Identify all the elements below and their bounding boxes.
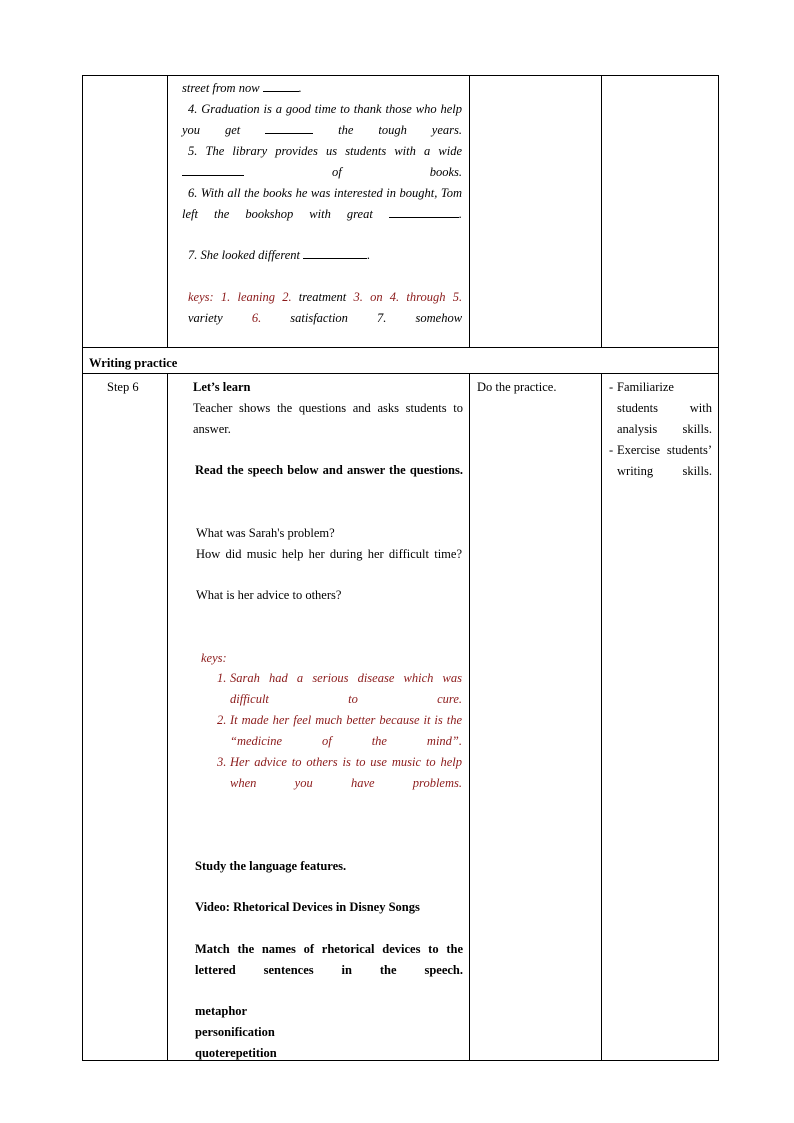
table-border-left bbox=[82, 75, 83, 1061]
study-instruction: Study the language features. bbox=[195, 859, 347, 873]
device-3: quoterepetition bbox=[195, 1046, 277, 1060]
question-2: How did music help her during her difficult time? bbox=[196, 547, 462, 561]
answer-2-num: 2. bbox=[217, 713, 227, 727]
answers-keys-label: keys: bbox=[201, 651, 227, 665]
student-activity: Do the practice. bbox=[477, 380, 557, 394]
table-border-row2 bbox=[82, 373, 719, 374]
task-instruction: Read the speech below and answer the questions. bbox=[195, 463, 463, 477]
table-col-divider-2 bbox=[469, 75, 470, 347]
answer-blank bbox=[303, 246, 367, 259]
table-border-right bbox=[718, 75, 719, 1061]
exercise-item-6: 6. With all the books he was interested in bought, Tom left the bookshop with great . bbox=[182, 186, 462, 221]
question-3: What is her advice to others? bbox=[196, 588, 342, 602]
question-1: What was Sarah's problem? bbox=[196, 526, 335, 540]
answer-blank bbox=[182, 163, 244, 176]
device-2: personification bbox=[195, 1025, 275, 1039]
purpose-1: Familiarize students with analysis skills. bbox=[617, 380, 712, 436]
exercise-keys: keys: 1. leaning 2. treatment 3. on 4. through 5. variety 6. satisfaction 7. somehow bbox=[188, 290, 463, 325]
purpose-2: Exercise students’ writing skills. bbox=[617, 443, 712, 478]
table-col-divider-3b bbox=[601, 373, 602, 1061]
exercise-item-3-end: street from now . bbox=[182, 81, 302, 95]
answer-blank bbox=[265, 121, 313, 134]
table-col-divider-1b bbox=[167, 373, 168, 1061]
purpose-2-dash: - bbox=[609, 443, 614, 457]
answer-blank bbox=[263, 79, 299, 92]
exercise-item-7: 7. She looked different . bbox=[188, 248, 371, 262]
step-heading: Let’s learn bbox=[193, 380, 251, 394]
answer-2: It made her feel much better because it is the “medicine of the mind”. bbox=[230, 713, 462, 748]
device-1: metaphor bbox=[195, 1004, 248, 1018]
table-col-divider-1 bbox=[167, 75, 168, 347]
step-label: Step 6 bbox=[107, 380, 139, 394]
answer-1-num: 1. bbox=[217, 671, 227, 685]
match-instruction: Match the names of rhetorical devices to the lettered sentences in the speech. bbox=[195, 942, 463, 977]
table-border-top bbox=[82, 75, 719, 76]
exercise-item-4: 4. Graduation is a good time to thank those who help you get the tough years. bbox=[182, 102, 462, 137]
answer-blank bbox=[389, 205, 459, 218]
purpose-1-dash: - bbox=[609, 380, 614, 394]
video-title: Video: Rhetorical Devices in Disney Songs bbox=[195, 900, 420, 914]
table-border-row1 bbox=[82, 347, 719, 348]
teacher-intro: Teacher shows the questions and asks students to answer. bbox=[193, 401, 463, 436]
table-col-divider-2b bbox=[469, 373, 470, 1061]
answer-3-num: 3. bbox=[217, 755, 227, 769]
exercise-item-5: 5. The library provides us students with a wide of books. bbox=[182, 141, 462, 183]
answer-3: Her advice to others is to use music to help when you have problems. bbox=[230, 755, 462, 790]
table-border-bottom bbox=[82, 1060, 719, 1061]
answer-1: Sarah had a serious disease which was difficult to cure. bbox=[230, 671, 462, 706]
section-header: Writing practice bbox=[89, 356, 178, 370]
table-col-divider-3 bbox=[601, 75, 602, 347]
